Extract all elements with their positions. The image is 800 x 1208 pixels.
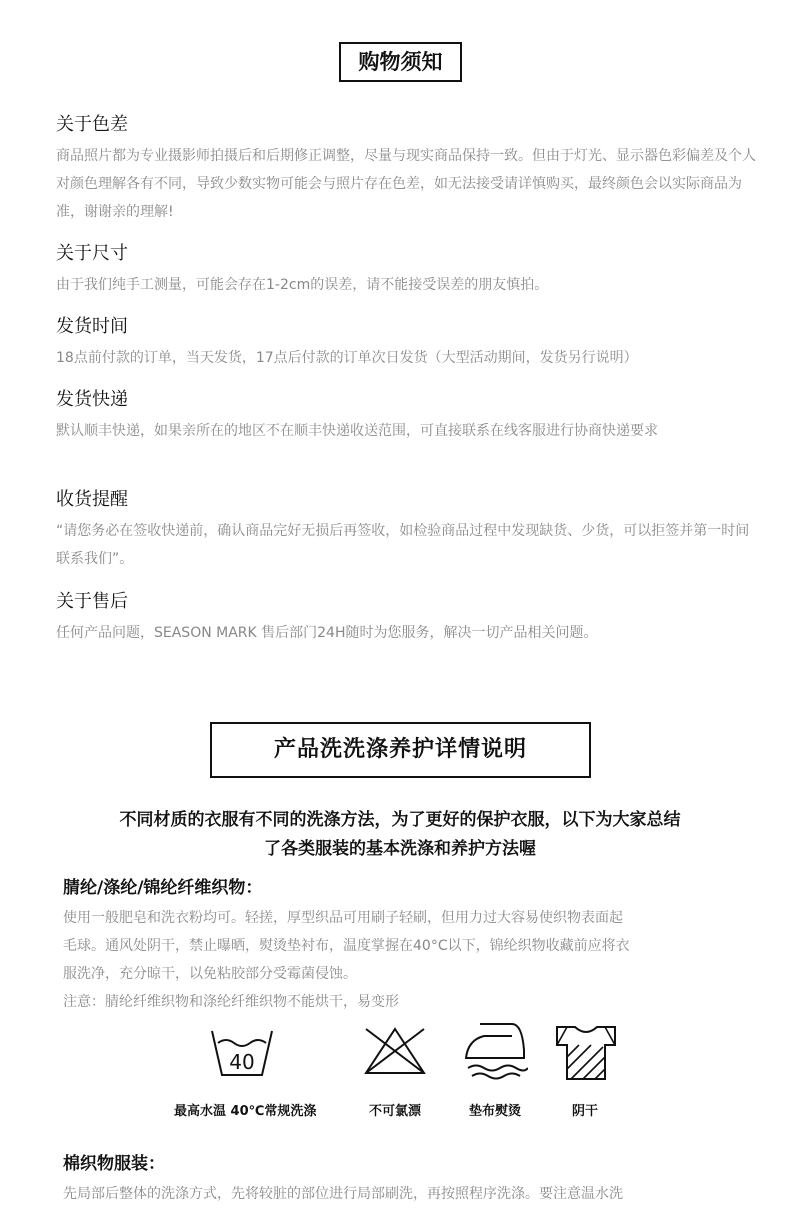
section-body: 默认顺丰快递，如果亲所在的地区不在顺丰快递收送范围，可直接联系在线客服进行协商快递要求	[56, 423, 658, 439]
section-body: 由于我们纯手工测量，可能会存在1-2cm的误差，请不能接受误差的朋友慎拍。	[56, 277, 549, 293]
care-intro-line: 了各类服装的基本洗涤和养护方法喔	[264, 839, 536, 859]
icon-label: 不可氯漂	[368, 1104, 421, 1119]
section-heading: 关于尺寸	[56, 243, 128, 264]
care-instructions-title: 产品洗洗涤养护详情说明	[210, 722, 591, 778]
section-after-sales	[56, 591, 756, 647]
section-body: “请您务必在签收快递前，确认商品完好无损后再签收，如检验商品过程中发现缺货、少货，可以拒签并第一时间联系我们”。	[56, 523, 750, 567]
material-note: 注意：腈纶纤维织物和涤纶纤维织物不能烘干，易变形	[63, 994, 399, 1010]
wash-40-icon	[208, 1025, 276, 1083]
section-size	[56, 243, 756, 299]
material-text-line: 服洗净，充分晾干，以免粘胶部分受霉菌侵蚀。	[63, 966, 357, 982]
section-body: 任何产品问题，SEASON MARK 售后部门24H随时为您服务，解决一切产品相关问题。	[56, 625, 598, 641]
section-body: 18点前付款的订单，当天发货，17点后付款的订单次日发货（大型活动期间，发货另行说明）	[56, 350, 638, 366]
wash-temperature-text: 40	[229, 1050, 255, 1074]
section-shipping-time	[56, 316, 756, 372]
section-receipt-reminder	[56, 489, 756, 573]
section-color-difference	[56, 114, 756, 226]
shopping-notice-title: 购物须知	[339, 42, 462, 82]
section-heading: 发货快递	[56, 389, 128, 410]
icon-label: 垫布熨烫	[468, 1104, 521, 1119]
care-intro-line: 不同材质的衣服有不同的洗涤方法，为了更好的保护衣服，以下为大家总结	[119, 810, 681, 830]
shade-dry-icon	[553, 1023, 619, 1083]
iron-cloth-icon	[462, 1020, 528, 1080]
section-body: 商品照片都为专业摄影师拍摄后和后期修正调整，尽量与现实商品保持一致。但由于灯光、显示器色彩偏差及个人对颜色理解各有不同，导致少数实物可能会与照片存在色差，如无法接受请详慎购买，最终颜色会以实际商品为准，谢谢亲的理解!	[56, 148, 756, 220]
section-heading: 关于色差	[56, 114, 128, 135]
section-heading: 发货时间	[56, 316, 128, 337]
material-heading: 腈纶/涤纶/锦纶纤维织物：	[63, 878, 263, 898]
section-courier	[56, 389, 756, 445]
no-bleach-icon	[362, 1025, 428, 1077]
material-text-line: 毛球。通风处阴干，禁止曝晒，熨烫垫衬布，温度掌握在40°C以下，锦纶织物收藏前应将衣	[63, 938, 630, 954]
synthetic-fabric-section	[63, 876, 763, 1016]
icon-label: 阴干	[571, 1104, 598, 1119]
material-text-line: 先局部后整体的洗涤方式，先将较脏的部位进行局部刷洗，再按照程序洗涤。要注意温水洗	[63, 1186, 623, 1202]
material-text-line: 使用一般肥皂和洗衣粉均可。轻搓，厚型织品可用刷子轻刷，但用力过大容易使织物表面起	[63, 910, 623, 926]
care-intro	[40, 806, 760, 864]
icon-label: 最高水温 40℃常规洗涤	[174, 1104, 317, 1119]
section-heading: 关于售后	[56, 591, 128, 612]
section-heading: 收货提醒	[56, 489, 128, 510]
material-heading: 棉织物服装：	[63, 1154, 165, 1174]
